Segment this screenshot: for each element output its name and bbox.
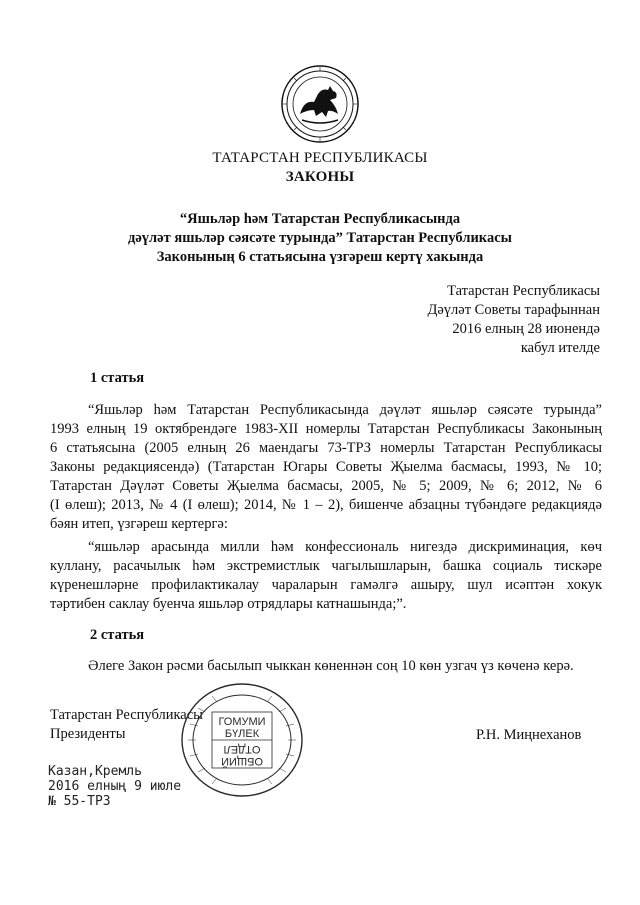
paragraph-line: “Яшьләр һәм Татарстан Республикасында дәүләт яшьләр сәясәте турында” [88,402,602,418]
adoption-line: Дәүләт Советы тарафыннан [427,302,600,318]
adoption-line: кабул ителде [520,340,600,356]
stamp-seal [178,680,306,800]
signatory-name: Р.Н. Миңнеханов [476,727,582,743]
law-title-line-2: дәүләт яшьләр сәясәте турында” Татарстан Республикасы [128,230,512,246]
paragraph-line: бәян итеп, үзгәреш кертергә: [50,516,228,532]
article-2-heading: 2 статья [90,627,145,643]
article-1-paragraph-2 [50,538,602,614]
stamp-text: ОТДЕЛ [223,743,261,755]
signatory-title-line: Президенты [50,726,126,742]
signatory-title-line: Татарстан Республикасы [50,707,203,723]
place-line: Казан,Кремль [48,764,142,779]
paragraph-line: Законы редакциясендә) (Татарстан Югары Советы Җыелма басмасы, 1993, № 10; [50,459,602,475]
adoption-line: 2016 елның 28 июнендә [452,321,600,337]
paragraph-line: Татарстан Дәүләт Советы Җыелма басмасы, 2005, № 5; 2009, № 6; 2012, № 6 [50,478,602,494]
article-1-paragraph-1 [50,401,602,534]
stamp-text: ОБЩИЙ [221,755,263,767]
paragraph-line: тәртибен саклау буенча яшьләр отрядлары катнашында;”. [50,596,407,612]
paragraph-line: куллану, расачылык һәм экстремистлык чагылышларын, башка социаль тискәре [50,558,602,574]
date-line: 2016 елның 9 июле [48,779,182,794]
article-1-heading: 1 статья [90,370,145,386]
paragraph-line: күренешләрне профилактикалау чараларын гамәлгә ашыру, шул исәптән хокук [50,577,602,593]
stamp-text: ГОМУМИ [218,716,266,728]
paragraph-line: (I өлеш); 2013, № 4 (I өлеш); 2014, № 1 – 2), бишенче абзацны түбәндәге редакциядә [50,497,602,513]
paragraph-line: 6 статьясына (2005 елның 26 маендагы 73-ТРЗ номерлы Татарстан Республикасы [50,440,602,456]
adoption-block [360,282,600,358]
paragraph-line: “яшьләр арасында милли һәм конфессиональ нигездә дискриминация, көч [88,539,602,555]
paragraph-line: 1993 елның 19 октябрендәге 1983-XII номерлы Татарстан Республикасы Законының [50,421,602,437]
adoption-line: Татарстан Республикасы [447,283,600,299]
law-title-line-3: Законының 6 статьясына үзгәреш кертү хакында [156,249,484,265]
coat-of-arms-icon [280,64,360,144]
place-date-number [48,764,181,809]
document-header-law: ЗАКОНЫ [285,169,355,185]
document-header-republic: ТАТАРСТАН РЕСПУБЛИКАСЫ [212,150,428,166]
law-title-line-1: “Яшьләр һәм Татарстан Республикасында [179,211,461,227]
article-2-text: Әлеге Закон рәсми басылып чыккан көненнән соң 10 көн узгач үз көченә керә. [88,658,574,674]
stamp-text: БҮЛЕК [224,728,260,740]
law-number-line: № 55-ТРЗ [48,794,111,809]
